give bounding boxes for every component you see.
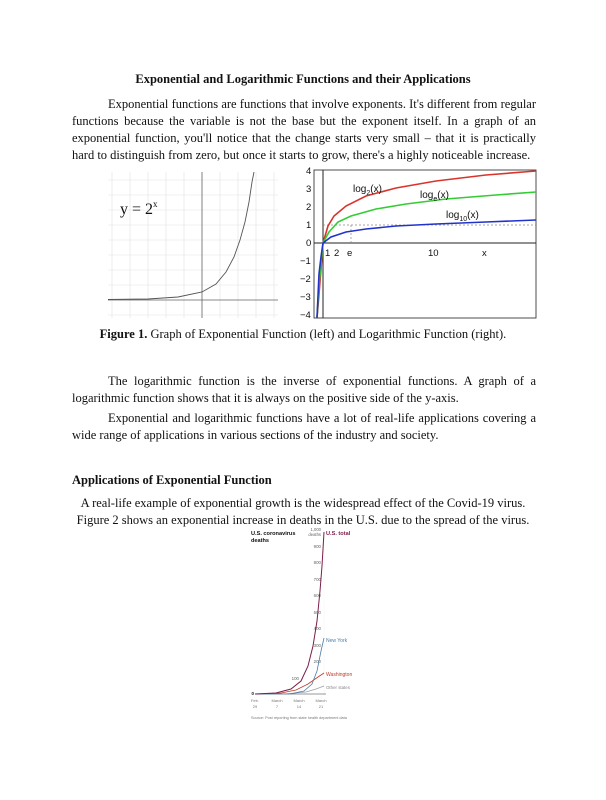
- figure1-caption: [0, 327, 606, 342]
- figure1-caption-text: Graph of Exponential Function (left) and Logarithmic Function (right).: [147, 327, 507, 341]
- covid-x-tick: March: [271, 698, 283, 703]
- covid-x-tick: Feb.: [250, 698, 260, 703]
- covid-y-tick: 100: [291, 676, 299, 681]
- log-y-tick: 2: [306, 202, 312, 213]
- covid-x-tick: March: [315, 698, 327, 703]
- covid-y-tick: 900: [313, 544, 321, 549]
- other-states-line: [255, 686, 324, 694]
- covid-y-tick: 700: [313, 577, 321, 582]
- covid-y-tick: 500: [313, 610, 321, 615]
- applications-paragraph: Exponential and logarithmic functions have a lot of real-life applications covering a wide range of applications in various sections of the industry and society.: [72, 411, 536, 442]
- exponential-grid: [108, 172, 278, 318]
- washington-label: Washington: [326, 672, 353, 678]
- other-states-label: Other states: [326, 685, 350, 690]
- log-x-tick: x: [482, 248, 487, 259]
- log-y-tick: 4: [306, 166, 312, 177]
- log-y-tick: −3: [300, 292, 311, 303]
- covid-y-tick: 800: [313, 560, 321, 565]
- covid-source: Source: Post reporting from state health department data: [251, 716, 347, 720]
- document-title: Exponential and Logarithmic Functions and their Applications: [135, 72, 471, 86]
- log-y-tick: −2: [300, 274, 311, 285]
- log-x-tick: 1: [325, 248, 331, 259]
- section-heading: Applications of Exponential Function: [72, 473, 272, 487]
- covid-chart-title-line1: U.S. coronavirus: [251, 531, 296, 537]
- covid-x-tick: 21: [318, 704, 324, 709]
- new-york-label: New York: [326, 638, 348, 644]
- covid-paragraph-line2: Figure 2 shows an exponential increase in deaths in the U.S. due to the spread of the virus.: [76, 513, 530, 527]
- log-y-tick: 1: [306, 220, 312, 231]
- log-paragraph: The logarithmic function is the inverse of exponential functions. A graph of a logarithmic function shows that it is always on the positive side of the y-axis.: [72, 374, 536, 405]
- exponential-label: $y = 2^x$: [120, 199, 158, 218]
- log-y-tick-labels: [300, 166, 311, 320]
- covid-x-ticks: [251, 698, 327, 709]
- covid-chart-title-line2: deaths: [251, 538, 270, 544]
- covid-x-tick: 14: [296, 704, 302, 709]
- log-y-tick: −4: [300, 310, 311, 320]
- us-total-label: U.S. total: [326, 531, 351, 537]
- intro-paragraph: Exponential functions are functions that involve exponents. It's different from regular functions because the variable is not the base but the exponent itself. In a graph of an exponential function, you'll notice that the change starts very small – that it is practically hard to distinguish from zero, but once it starts to grow, there's a highly noticeable increase.: [72, 97, 536, 162]
- covid-top-tick-unit: deaths: [308, 532, 321, 537]
- loge-label: $\log_e(x)$: [420, 190, 449, 203]
- covid-y-tick: 400: [313, 626, 321, 631]
- covid-y-tick: 0: [251, 691, 254, 696]
- log-x-tick: 2: [334, 248, 340, 259]
- covid-x-tick: 7: [275, 704, 279, 709]
- covid-y-ticks: [252, 544, 322, 696]
- log10-label: $\log_{10}(x)$: [446, 210, 479, 223]
- covid-x-tick: 29: [252, 704, 258, 709]
- log-y-tick: 0: [306, 238, 312, 249]
- logarithmic-graph: [296, 164, 542, 320]
- covid-y-tick: 200: [313, 659, 321, 664]
- log-y-tick: 3: [306, 184, 312, 195]
- covid-x-tick: March: [293, 698, 305, 703]
- log2-label: $\log_2(x)$: [353, 184, 382, 197]
- log-x-tick: 10: [428, 248, 439, 259]
- washington-line: [255, 673, 324, 694]
- covid-y-tick: 600: [313, 593, 321, 598]
- covid-y-tick: 300: [313, 643, 321, 648]
- log-y-tick: −1: [300, 256, 311, 267]
- covid-deaths-chart: [246, 526, 366, 722]
- figure1-caption-label: Figure 1.: [99, 327, 148, 341]
- exponential-graph: [108, 172, 278, 318]
- log-x-tick: e: [347, 248, 353, 259]
- covid-top-tick: 1,000: [310, 527, 321, 532]
- covid-paragraph-line1: A real-life example of exponential growth is the widespread effect of the Covid-19 virus.: [80, 496, 526, 510]
